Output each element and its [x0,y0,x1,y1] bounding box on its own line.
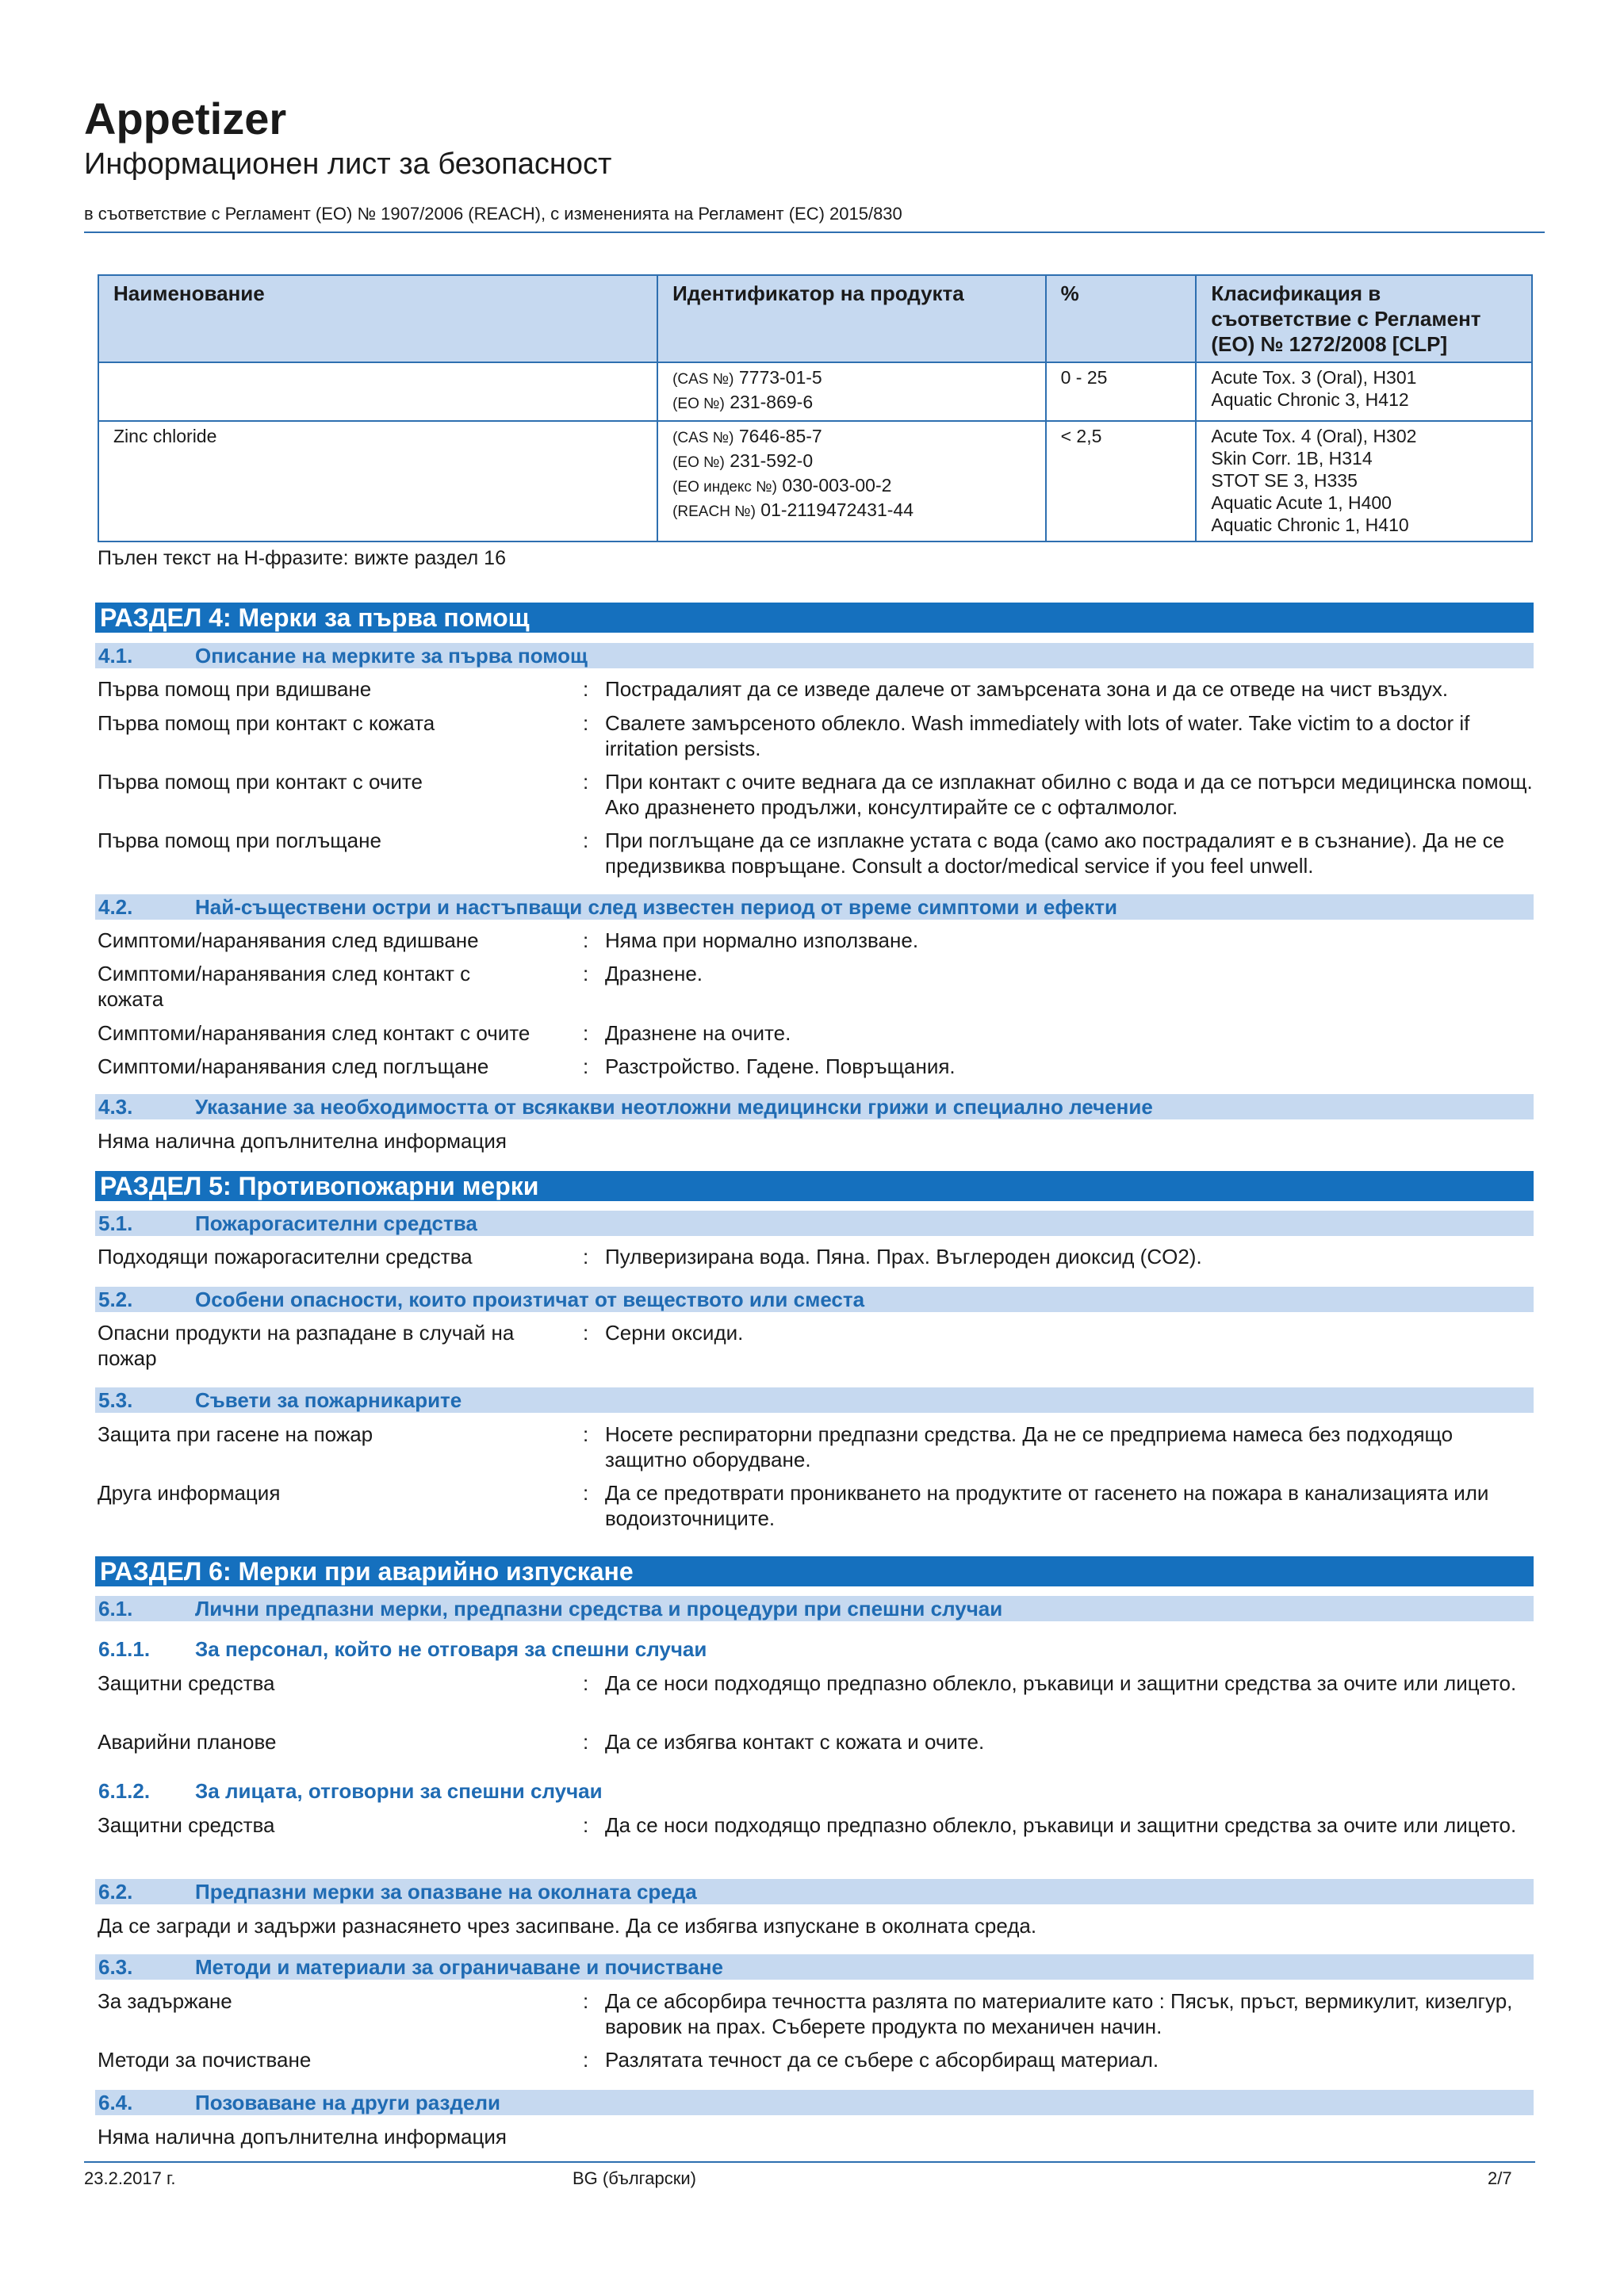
section-6-heading: РАЗДЕЛ 6: Мерки при аварийно изпускане [95,1556,1534,1586]
subsection-6-4: 6.4. Позоваване на други раздели [95,2090,1534,2115]
footer-date: 23.2.2017 г. [84,2168,176,2188]
subsection-5-1: 5.1. Пожарогасителни средства [95,1211,1534,1236]
col-header-classification: Класификация в съответствие с Регламент (ЕО) № 1272/2008 [CLP] [1196,275,1532,362]
subsection-6-1-1: 6.1.1. За персонал, който не отговаря за спешни случаи [98,1637,707,1661]
composition-table [98,274,1533,542]
sds-page: Appetizer Информационен лист за безопасност в съответствие с Регламент (ЕО) № 1907/2006 (REACH), с измененията на Регламент (ЕС) 2015/830 Наименование Идентификатор на продукта % Класификация в съответствие с Регламент (ЕО) № 1272/2008 [CLP] (CAS №) 7773-01-5 (ЕО №) 231-869-6 0 - 25 Acute Tox. 3 (Oral), H301 Aquatic Chronic 3, H412 Zinc chloride (CAS №) 7646-85-7 (ЕО №) 231-592-0 (ЕО индекс №) 030-003-00-2 (REACH №) 01-2119472431-44 < 2,5 Acute Tox. 4 (Oral), H302 Skin Corr. 1B, H314 STOT SE 3, H335 Aquatic Acute 1, H400 Aquatic Chronic 1, H410 Пълен текст на H-фразите: вижте раздел 16 РАЗДЕЛ 4: Мерки за първа помощ 4.1. Описание на мерките за първа помощ Първа помощ при вдишване : Пострадалият да се изведе далече от замърсената зона и да се отведе на чист въздух. Първа помощ при контакт с кожата : Свалете замърсеното облекло. Wash immediately with lots of water. Take victim to a doctor if irritation persists. Първа помощ при контакт с очите : При контакт с очите веднага да се изплакнат обилно с вода и да се потърси медицинска помощ. Ако дразненето продължи, консултирайте се с офталмолог. Първа помощ при поглъщане : При поглъщане да се изплакне устата с вода (само ако пострадалият е в съзнание). Да не се предизвиква повръщане. Consult a doctor/medical service if you feel unwell. 4.2. Най-съществени остри и настъпващи след известен период от време симптоми и ефекти Симптоми/наранявания след вдишване : Няма при нормално използване. Симптоми/наранявания след контакт с кожата : Дразнене. Симптоми/наранявания след контакт с очите : Дразнене на очите. Симптоми/наранявания след поглъщане : Разстройство. Гадене. Повръщания. 4.3. Указание за необходимостта от всякакви неотложни медицински грижи и специално лечение Няма налична допълнителна информация РАЗДЕЛ 5: Противопожарни мерки 5.1. Пожарогасителни средства Подходящи пожарогасителни средства : Пулверизирана вода. Пяна. Прах. Въглероден диоксид (CO2). 5.2. Особени опасности, които произтичат от веществото или сместа Опасни продукти на разпадане в случай на пожар : Серни оксиди. 5.3. Съвети за пожарникарите Защита при гасене на пожар : Носете респираторни предпазни средства. Да не се предприема намеса без подходящо защитно оборудване. Друга информация : Да се предотврати проникването на продуктите от гасенето на пожара в канализацията или водоизточниците. РАЗДЕЛ 6: Мерки при аварийно изпускане 6.1. Лични предпазни мерки, предпазни средства и процедури при спешни случаи 6.1.1. За персонал, който не отговаря за спешни случаи Защитни средства : Да се носи подходящо предпазно облекло, ръкавици и защитни средства за очите или лицето. Аварийни планове : Да се избягва контакт с кожата и очите. 6.1.2. За лицата, отговорни за спешни случаи Защитни средства : Да се носи подходящо предпазно облекло, ръкавици и защитни средства за очите или лицето. 6.2. Предпазни мерки за опазване на околната среда Да се загради и задържи разнасянето чрез засипване. Да се избягва изпускане в околната среда. 6.3. Методи и материали за ограничаване и почистване За задържане : Да се абсорбира течността разлята по материалите като : Пясък, пръст, вермикулит, кизелгур, варовик на прах. Съберете продукта по механичен начин. Методи за почистване : Разлятата течност да се събере с абсорбиращ материал. 6.4. Позоваване на други раздели Няма налична допълнителна информация 23.2.2017 г. BG (български) 2/7 [0,0,1624,2296]
subsection-5-3: 5.3. Съвети за пожарникарите [95,1387,1534,1413]
table-header-row [98,275,1532,362]
regulation-line: в съответствие с Регламент (ЕО) № 1907/2006 (REACH), с измененията на Регламент (ЕС) 2015/830 [84,204,902,224]
table-row [98,362,1532,421]
product-name: Appetizer [84,94,287,144]
no-info-text: Няма налична допълнителна информация [98,1129,507,1153]
subsection-5-2: 5.2. Особени опасности, които произтичат от веществото или сместа [95,1287,1534,1312]
footer-divider [84,2161,1535,2163]
subsection-4-2: 4.2. Най-съществени остри и настъпващи след известен период от време симптоми и ефекти [95,894,1534,920]
document-title: Информационен лист за безопасност [84,147,612,181]
substance-name [98,362,657,421]
substance-identifiers: (CAS №) 7646-85-7 (ЕО №) 231-592-0 (ЕО индекс №) 030-003-00-2 (REACH №) 01-2119472431-44 [657,421,1046,541]
substance-name: Zinc chloride [98,421,657,541]
table-row [98,421,1532,541]
subsection-6-1: 6.1. Лични предпазни мерки, предпазни средства и процедури при спешни случаи [95,1596,1534,1621]
subsection-6-3: 6.3. Методи и материали за ограничаване и почистване [95,1954,1534,1980]
footer-page-number: 2/7 [1488,2168,1512,2188]
section-4-heading: РАЗДЕЛ 4: Мерки за първа помощ [95,603,1534,633]
footer-language: BG (български) [573,2168,696,2188]
substance-classification: Acute Tox. 3 (Oral), H301 Aquatic Chronic 3, H412 [1196,362,1532,421]
no-info-text: Няма налична допълнителна информация [98,2125,507,2149]
h-phrases-note: Пълен текст на H-фразите: вижте раздел 16 [98,547,506,569]
section-5-heading: РАЗДЕЛ 5: Противопожарни мерки [95,1171,1534,1201]
header-divider [84,232,1545,233]
substance-percent: < 2,5 [1046,421,1197,541]
col-header-identifier: Идентификатор на продукта [657,275,1046,362]
col-header-name: Наименование [98,275,657,362]
subsection-4-1: 4.1. Описание на мерките за първа помощ [95,643,1534,668]
subsection-6-1-2: 6.1.2. За лицата, отговорни за спешни случаи [98,1779,603,1803]
subsection-4-3: 4.3. Указание за необходимостта от всякакви неотложни медицински грижи и специално лечение [95,1094,1534,1119]
substance-classification: Acute Tox. 4 (Oral), H302 Skin Corr. 1B, H314 STOT SE 3, H335 Aquatic Acute 1, H400 Aquatic Chronic 1, H410 [1196,421,1532,541]
substance-identifiers: (CAS №) 7773-01-5 (ЕО №) 231-869-6 [657,362,1046,421]
col-header-percent: % [1046,275,1197,362]
environmental-text: Да се загради и задържи разнасянето чрез засипване. Да се избягва изпускане в околната среда. [98,1914,1037,1938]
subsection-6-2: 6.2. Предпазни мерки за опазване на околната среда [95,1879,1534,1904]
substance-percent: 0 - 25 [1046,362,1197,421]
